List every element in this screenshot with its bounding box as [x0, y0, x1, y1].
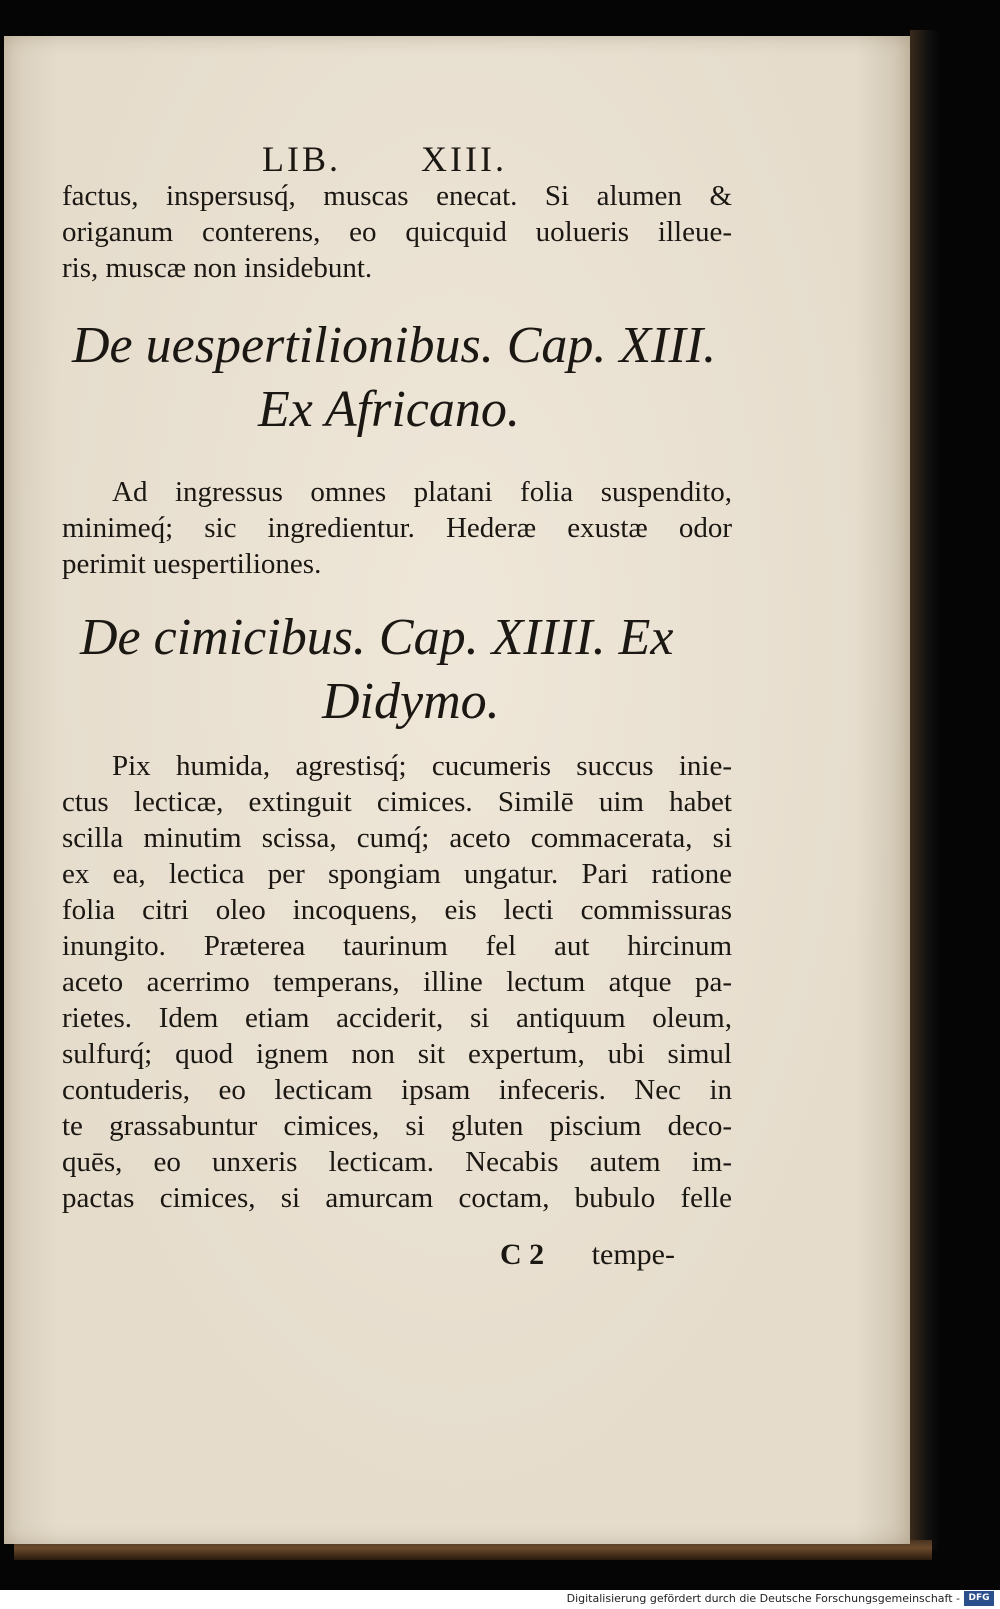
- text-line: inungito. Præterea taurinum fel aut hircinum: [62, 930, 732, 962]
- running-head-label: LIB.: [262, 139, 341, 179]
- text-line: ctus lecticæ, extinguit cimices. Similē uim habet: [62, 786, 732, 818]
- text-line: perimit uespertiliones.: [62, 548, 322, 580]
- text-line: origanum conterens, eo quicquid uolueris illeue-: [62, 216, 732, 248]
- text-line: sulfurq́; quod ignem non sit expertum, ubi simul: [62, 1038, 732, 1070]
- chapter-heading-2-line-1: De cimicibus. Cap. XIIII. Ex: [80, 609, 674, 666]
- text-line: scilla minutim scissa, cumq́; aceto commacerata, si: [62, 822, 732, 854]
- text-line: quēs, eo unxeris lecticam. Necabis autem im-: [62, 1146, 732, 1178]
- text-line: ex ea, lectica per spongiam ungatur. Pari ratione: [62, 858, 732, 890]
- text-line: folia citri oleo incoquens, eis lecti commissuras: [62, 894, 732, 926]
- text-line: ris, muscæ non insidebunt.: [62, 252, 373, 284]
- text-line: minimeq́; sic ingredientur. Hederæ exustæ odor: [62, 512, 732, 544]
- text-line: Pix humida, agrestisq́; cucumeris succus inie-: [112, 750, 732, 782]
- text-line: factus, inspersusq́, muscas enecat. Si alumen &: [62, 180, 732, 212]
- chapter-heading-2-line-2: Didymo.: [322, 673, 500, 730]
- running-head-number: XIII.: [421, 139, 507, 179]
- dfg-logo: DFG: [964, 1591, 994, 1606]
- chapter-heading-1-line-2: Ex Africano.: [258, 381, 520, 438]
- paragraph-1: [62, 178, 742, 286]
- chapter-heading-1-line-1: De uespertilionibus. Cap. XIII.: [72, 317, 717, 374]
- catchword-row: [500, 1238, 675, 1272]
- text-line: contuderis, eo lecticam ipsam infeceris. Nec in: [62, 1074, 732, 1106]
- text-line: te grassabuntur cimices, si gluten piscium deco-: [62, 1110, 732, 1142]
- paragraph-3: [62, 748, 742, 1216]
- text-line: rietes. Idem etiam acciderit, si antiquum oleum,: [62, 1002, 732, 1034]
- paragraph-2: [62, 474, 742, 582]
- running-head: [262, 138, 507, 180]
- text-line: aceto acerrimo temperans, illine lectum atque pa-: [62, 966, 732, 998]
- text-line: pactas cimices, si amurcam coctam, bubulo felle: [62, 1182, 732, 1214]
- digitization-credit: Digitalisierung gefördert durch die Deutsche Forschungsgemeinschaft -: [566, 1592, 960, 1605]
- book-spine-shadow: [910, 30, 940, 1550]
- text-line: Ad ingressus omnes platani folia suspendito,: [112, 476, 732, 508]
- catchword: tempe-: [591, 1238, 675, 1271]
- signature-mark: C 2: [500, 1238, 545, 1271]
